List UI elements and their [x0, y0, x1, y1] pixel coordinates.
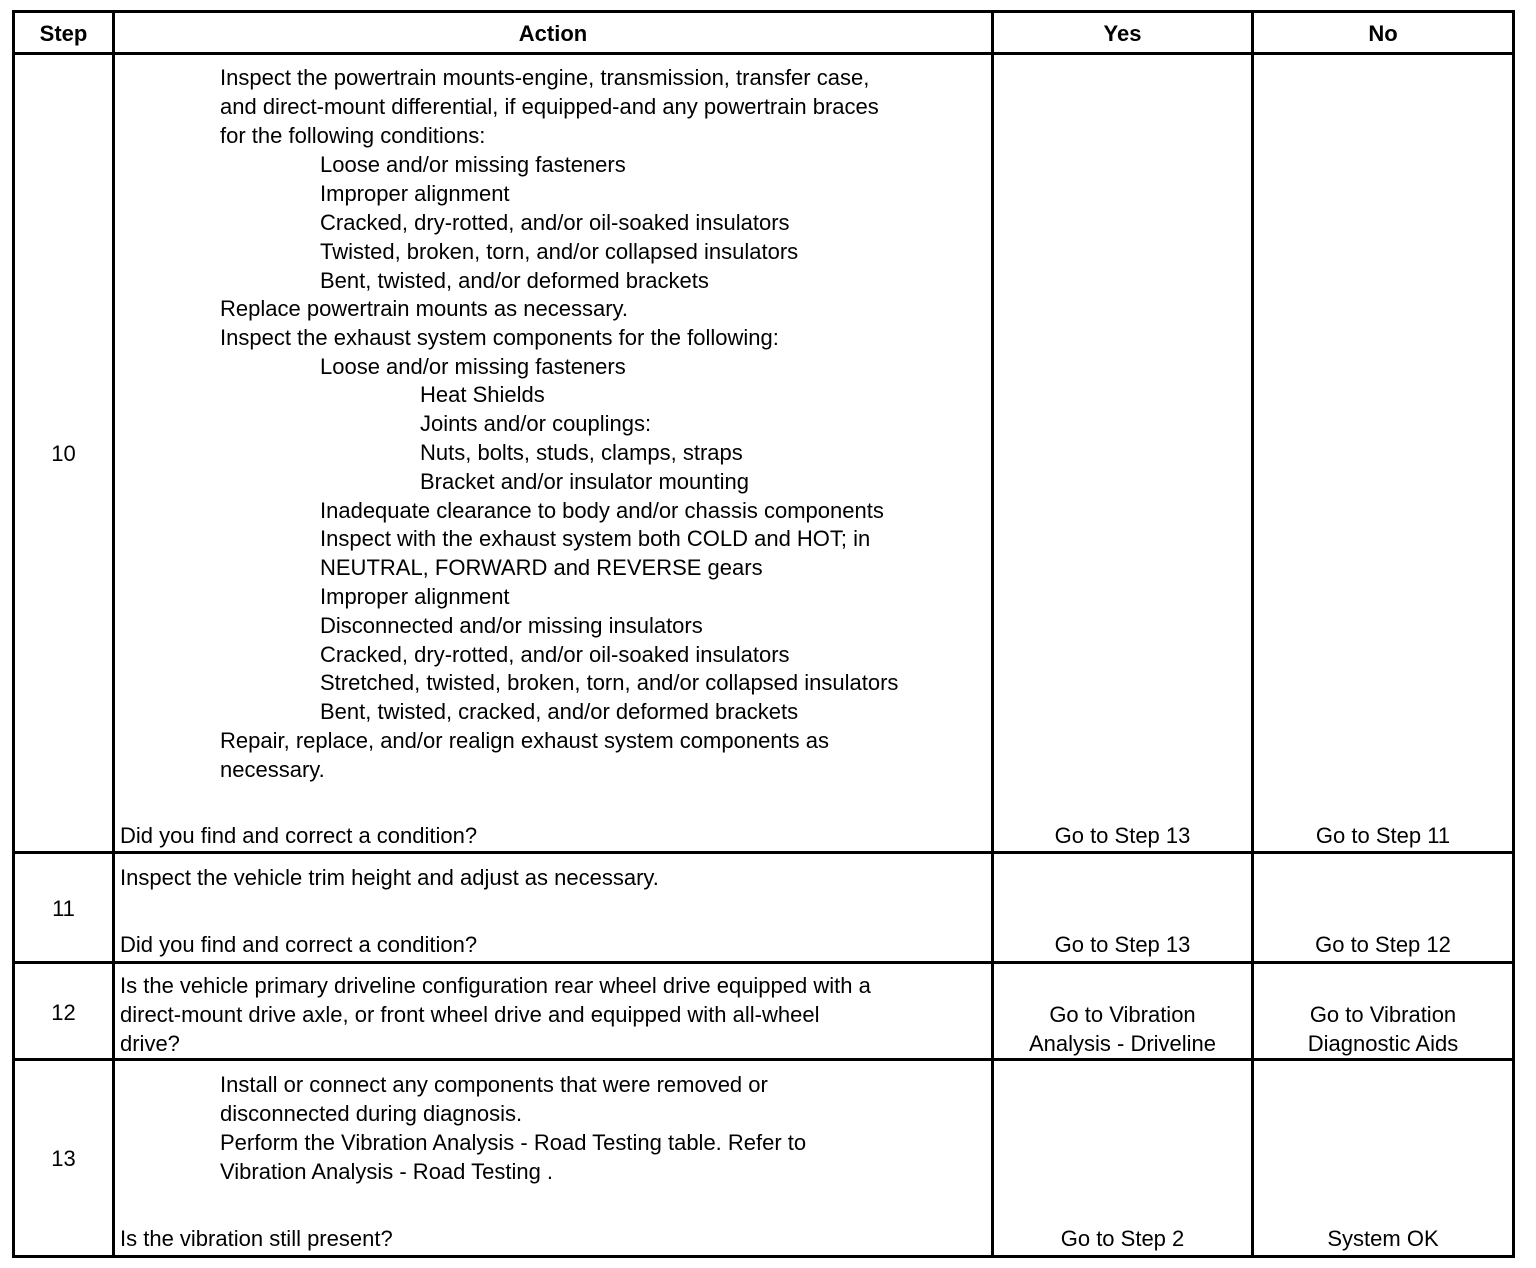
row-divider — [15, 961, 1512, 964]
action-line: Loose and/or missing fasteners — [320, 152, 626, 177]
row-divider — [15, 1058, 1512, 1061]
no-result: System OK — [1327, 1226, 1439, 1251]
column-divider — [1251, 13, 1254, 1255]
action-line: Twisted, broken, torn, and/or collapsed insulators — [320, 239, 799, 264]
action-line: Perform the Vibration Analysis - Road Testing table. Refer to — [220, 1130, 807, 1155]
row-divider — [15, 851, 1512, 854]
action-line: Improper alignment — [320, 181, 510, 206]
action-line: Inspect the powertrain mounts-engine, transmission, transfer case, — [220, 65, 870, 90]
action-line: Bracket and/or insulator mounting — [420, 469, 749, 494]
no-result: Diagnostic Aids — [1307, 1031, 1459, 1056]
no-result: Go to Vibration — [1309, 1002, 1457, 1027]
step-number: 13 — [51, 1146, 76, 1171]
action-question: Did you find and correct a condition? — [120, 932, 478, 957]
action-line: Inspect the exhaust system components for the following: — [220, 325, 779, 350]
action-line: Improper alignment — [320, 584, 510, 609]
action-question: Is the vibration still present? — [120, 1226, 393, 1251]
action-line: drive? — [120, 1031, 180, 1056]
action-line: Inadequate clearance to body and/or chassis components — [320, 498, 884, 523]
action-question: Did you find and correct a condition? — [120, 823, 478, 848]
action-line: Nuts, bolts, studs, clamps, straps — [420, 440, 743, 465]
no-result: Go to Step 12 — [1315, 932, 1451, 957]
action-line: and direct-mount differential, if equipped-and any powertrain braces — [220, 94, 879, 119]
action-line: NEUTRAL, FORWARD and REVERSE gears — [320, 555, 763, 580]
action-line: Bent, twisted, and/or deformed brackets — [320, 268, 709, 293]
diagnostic-table — [12, 10, 1515, 1258]
action-line: Inspect the vehicle trim height and adjust as necessary. — [120, 865, 659, 890]
yes-result: Analysis - Driveline — [1028, 1031, 1217, 1056]
action-line: Inspect with the exhaust system both COLD and HOT; in — [320, 526, 871, 551]
action-line: for the following conditions: — [220, 123, 486, 148]
action-line: Stretched, twisted, broken, torn, and/or collapsed insulators — [320, 670, 899, 695]
header-yes: Yes — [1103, 21, 1142, 46]
action-line: Cracked, dry-rotted, and/or oil-soaked insulators — [320, 210, 790, 235]
step-number: 10 — [51, 441, 76, 466]
action-line: Disconnected and/or missing insulators — [320, 613, 703, 638]
yes-result: Go to Step 2 — [1060, 1226, 1185, 1251]
action-line: Replace powertrain mounts as necessary. — [220, 296, 629, 321]
action-line: Install or connect any components that were removed or — [220, 1072, 768, 1097]
header-no: No — [1368, 21, 1398, 46]
step-number: 11 — [52, 896, 75, 921]
action-line: Cracked, dry-rotted, and/or oil-soaked insulators — [320, 642, 790, 667]
action-line: Joints and/or couplings: — [420, 411, 652, 436]
action-line: Loose and/or missing fasteners — [320, 354, 626, 379]
header-step: Step — [39, 21, 88, 46]
yes-result: Go to Vibration — [1049, 1002, 1196, 1027]
action-line: Is the vehicle primary driveline configuration rear wheel drive equipped with a — [120, 973, 871, 998]
action-line: direct-mount drive axle, or front wheel drive and equipped with all-wheel — [120, 1002, 820, 1027]
action-line: Vibration Analysis - Road Testing . — [220, 1159, 554, 1184]
action-line: Heat Shields — [420, 382, 545, 407]
no-result: Go to Step 11 — [1315, 823, 1451, 848]
header-action: Action — [518, 21, 588, 46]
yes-result: Go to Step 13 — [1054, 823, 1191, 848]
action-line: Repair, replace, and/or realign exhaust system components as — [220, 728, 829, 753]
yes-result: Go to Step 13 — [1054, 932, 1191, 957]
action-line: Bent, twisted, cracked, and/or deformed brackets — [320, 699, 799, 724]
step-number: 12 — [51, 1000, 76, 1025]
column-divider — [112, 13, 115, 1255]
action-line: necessary. — [220, 757, 325, 782]
action-line: disconnected during diagnosis. — [220, 1101, 523, 1126]
column-divider — [991, 13, 994, 1255]
